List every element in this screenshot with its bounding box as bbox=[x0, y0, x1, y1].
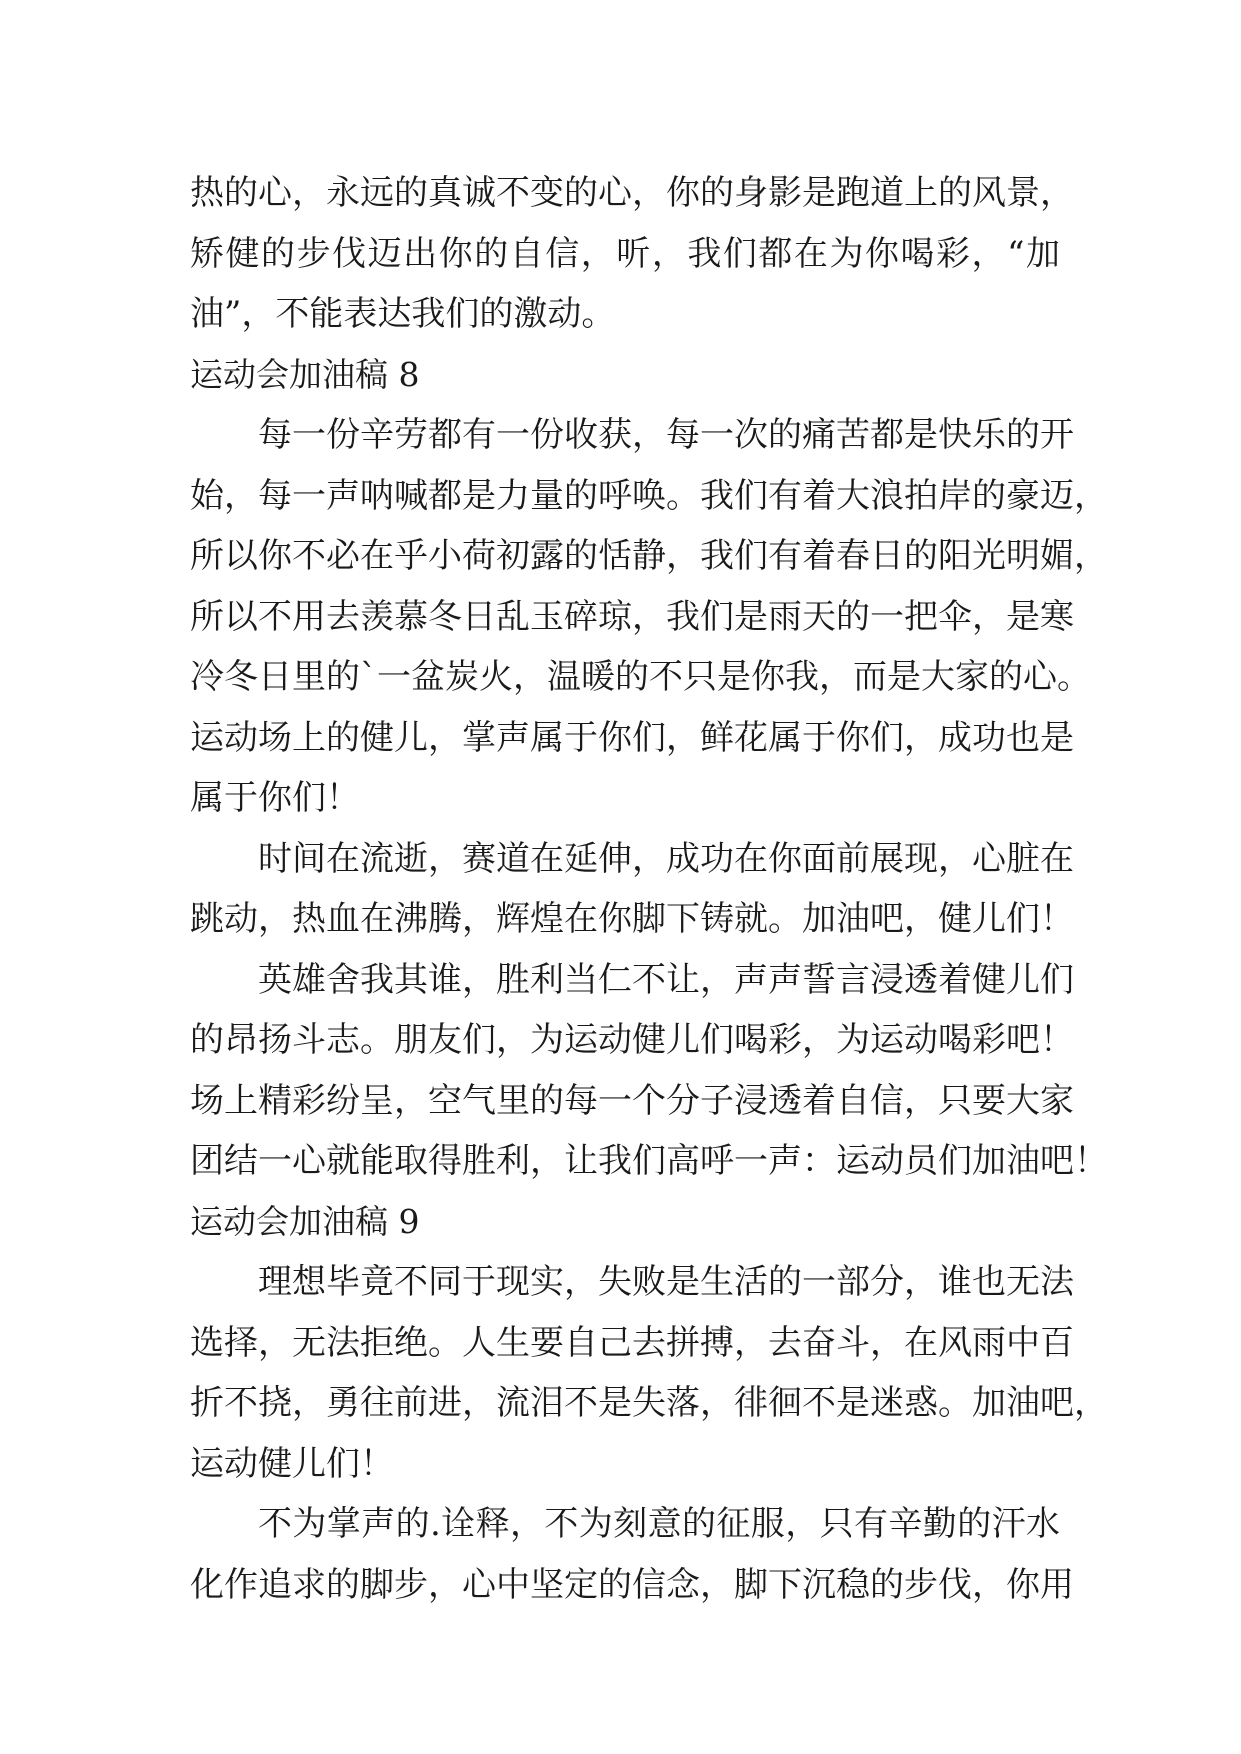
text-line: 跳动，热血在沸腾，辉煌在你脚下铸就。加油吧，健儿们！ bbox=[190, 899, 1074, 939]
text-line: 热的心，永远的真诚不变的心，你的身影是跑道上的风景， bbox=[190, 173, 1074, 213]
text-line: 折不挠，勇往前进，流泪不是失落，徘徊不是迷惑。加油吧， bbox=[190, 1383, 1108, 1423]
text-line: 的昂扬斗志。朋友们，为运动健儿们喝彩，为运动喝彩吧！ bbox=[190, 1020, 1074, 1060]
text-line: 油”，不能表达我们的激动。 bbox=[190, 294, 616, 334]
text-line: 场上精彩纷呈，空气里的每一个分子浸透着自信，只要大家 bbox=[190, 1080, 1074, 1121]
text-line: 每一份辛劳都有一份收获，每一次的痛苦都是快乐的开 bbox=[258, 415, 1074, 455]
document-page bbox=[190, 163, 1108, 1615]
text-line: 始，每一声呐喊都是力量的呼唤。我们有着大浪拍岸的豪迈， bbox=[190, 475, 1108, 516]
text-line: 英雄舍我其谁，胜利当仁不让，声声誓言浸透着健儿们 bbox=[258, 959, 1074, 1000]
text-line: 团结一心就能取得胜利，让我们高呼一声：运动员们加油吧！ bbox=[190, 1141, 1108, 1181]
paragraph bbox=[190, 1494, 1074, 1615]
text-line: 属于你们！ bbox=[190, 778, 360, 818]
text-line: 运动健儿们！ bbox=[190, 1443, 394, 1484]
paragraph bbox=[190, 1252, 1108, 1494]
text-line: 矫健的步伐迈出你的自信，听，我们都在为你喝彩，“加 bbox=[190, 233, 1060, 274]
paragraph-continuation bbox=[190, 163, 1074, 345]
paragraph bbox=[190, 950, 1108, 1192]
paragraph bbox=[190, 405, 1108, 829]
paragraph bbox=[190, 829, 1074, 950]
text-line: 选择，无法拒绝。人生要自己去拼搏，去奋斗，在风雨中百 bbox=[190, 1322, 1074, 1363]
text-line: 运动场上的健儿，掌声属于你们，鲜花属于你们，成功也是 bbox=[190, 717, 1074, 758]
text-line: 理想毕竟不同于现实，失败是生活的一部分，谁也无法 bbox=[258, 1262, 1074, 1302]
text-line: 冷冬日里的`一盆炭火，温暖的不只是你我，而是大家的心。 bbox=[190, 657, 1091, 697]
section-heading: 运动会加油稿 9 bbox=[190, 1201, 420, 1241]
section-heading: 运动会加油稿 8 bbox=[190, 354, 420, 394]
text-line: 时间在流逝，赛道在延伸，成功在你面前展现，心脏在 bbox=[258, 838, 1074, 879]
text-line: 所以不用去羡慕冬日乱玉碎琼，我们是雨天的一把伞，是寒 bbox=[190, 596, 1074, 637]
text-line: 所以你不必在乎小荷初露的恬静，我们有着春日的阳光明媚， bbox=[190, 536, 1108, 576]
text-line: 不为掌声的.诠释，不为刻意的征服，只有辛勤的汗水 bbox=[258, 1504, 1060, 1544]
text-line: 化作追求的脚步，心中坚定的信念，脚下沉稳的步伐，你用 bbox=[190, 1564, 1074, 1605]
